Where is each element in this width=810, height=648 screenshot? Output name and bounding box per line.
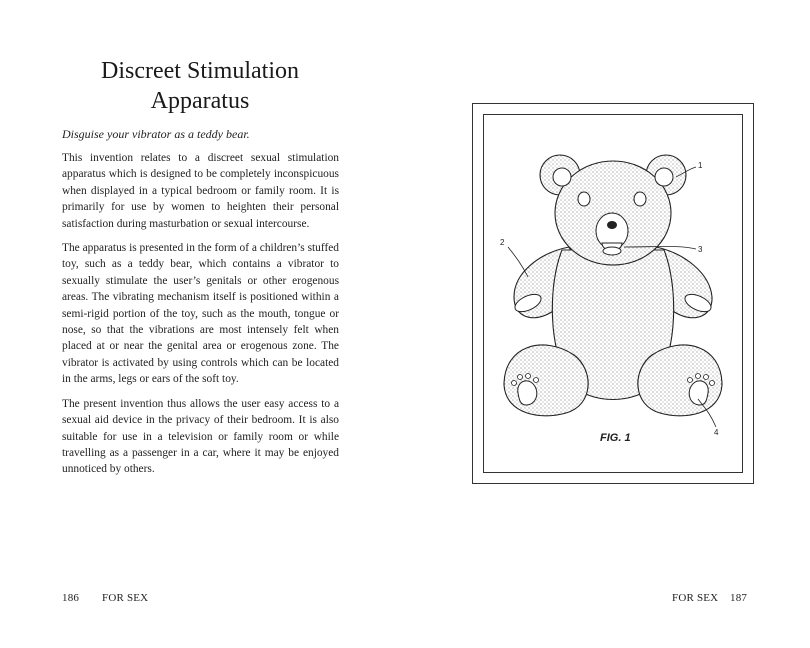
page-number: 186 — [62, 592, 80, 604]
body-text — [62, 150, 339, 486]
left-foot-pad — [518, 381, 537, 405]
title-line-2: Apparatus — [150, 88, 250, 114]
right-foot-pad — [689, 381, 708, 405]
right-page — [405, 0, 810, 648]
callout-4: 4 — [714, 428, 719, 437]
figure-plate — [472, 103, 754, 484]
callout-1: 1 — [698, 161, 703, 170]
figure-label: FIG. 1 — [600, 432, 631, 444]
callout-3: 3 — [698, 245, 703, 254]
page-title — [60, 56, 340, 116]
title-line-1: Discreet Stimulation — [101, 58, 299, 84]
right-eye — [634, 192, 646, 206]
paragraph: The apparatus is presented in the form of a children’s stuffed toy, such as a teddy bear, which contains a vibrator to sexually stimulate the user’s genitals or other erogenous areas. The vibrating mechanism itself is positioned within a semi-rigid portion of the toy, such as the mouth, tongue or nose, so that the vibrations are most intensely felt when placed at or near the genital area or erogenous zone. The vibrator is activated by using controls which can be located in the arms, legs or ears of the soft toy. — [62, 242, 339, 386]
running-title: FOR SEX — [672, 592, 719, 604]
running-title: FOR SEX — [102, 592, 149, 604]
subtitle: Disguise your vibrator as a teddy bear. — [62, 127, 250, 141]
left-eye — [578, 192, 590, 206]
teddy-bear-drawing — [484, 115, 742, 472]
paragraph: This invention relates to a discreet sexual stimulation apparatus which is designed to be completely inconspicuous when displayed in a typical bedroom or family room. It is primarily for use by women to heighten their personal satisfaction during masturbation or sexual intercourse. — [62, 152, 339, 230]
paragraph: The present invention thus allows the user easy access to a sexual aid device in the privacy of their bedroom. It is also suitable for use in a television or family room or while travelling as a passenger in a car, where it may be enjoyed unnoticed by others. — [62, 397, 339, 476]
callout-2: 2 — [500, 238, 505, 247]
left-leg — [504, 345, 588, 416]
page-number: 187 — [730, 592, 748, 604]
right-leg — [638, 345, 722, 416]
figure-frame — [483, 114, 743, 473]
